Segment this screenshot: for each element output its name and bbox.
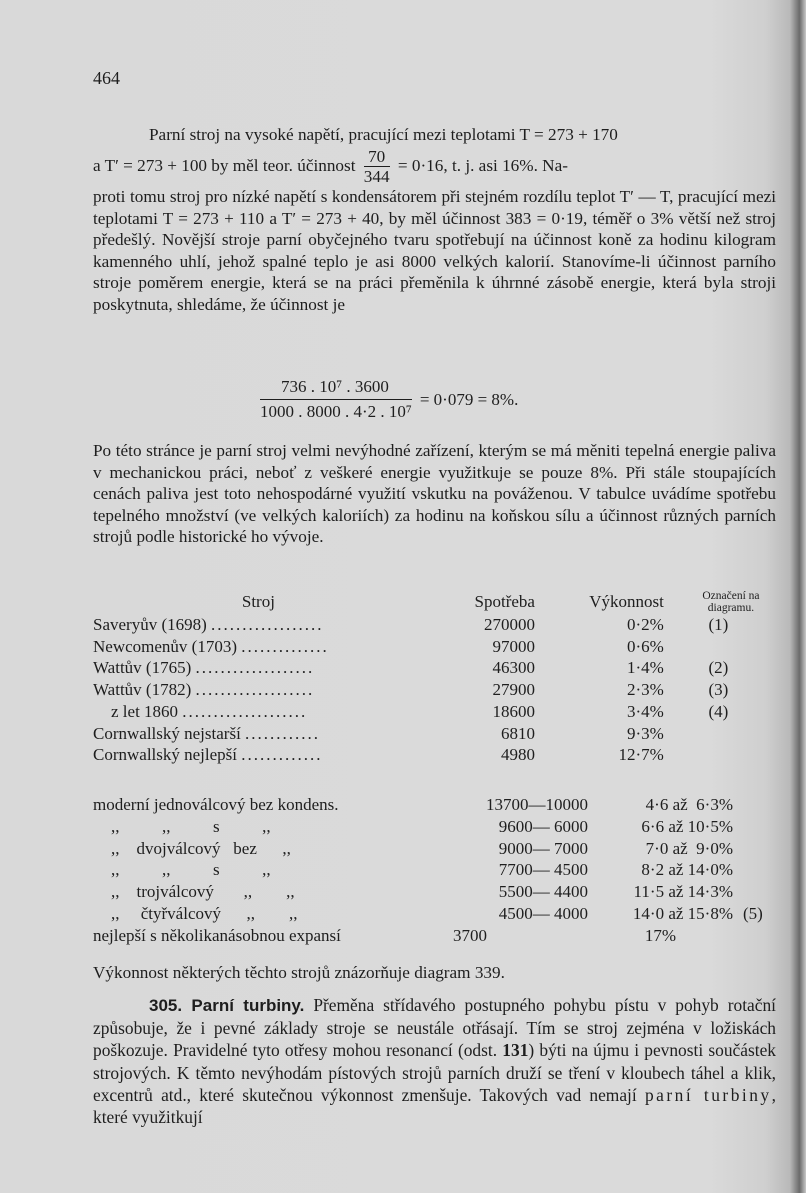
modern-machines-table — [93, 794, 793, 947]
cell-oznaceni: (3) — [708, 680, 729, 700]
cell-vykonnost: 1·4% — [627, 658, 664, 678]
fraction-numerator: 70 — [364, 147, 390, 167]
paragraph-line-1: Parní stroj na vysoké napětí, pracující mezi teplotami T = 273 + 170 — [149, 125, 618, 144]
cell-stroj: Saveryův (1698) .................. — [93, 615, 324, 634]
section-heading: 305. Parní turbiny. — [149, 996, 305, 1015]
table-row — [93, 614, 773, 636]
cell-spotreba: 97000 — [492, 636, 535, 656]
cell-name: ,, čtyřválcový ,, ,, — [111, 903, 298, 923]
header-stroj: Stroj — [241, 592, 275, 612]
cell-name: ,, dvojválcový bez ,, — [111, 838, 291, 858]
cell-spotreba: 270000 — [483, 615, 535, 634]
cell-oznaceni — [664, 636, 773, 658]
table-row — [93, 925, 793, 947]
table-row — [93, 701, 773, 723]
table-row — [93, 794, 793, 816]
cell-oznaceni — [664, 744, 773, 766]
cell-range: 13700—10000 — [486, 795, 588, 814]
table-row — [93, 816, 793, 838]
cell-oznaceni: (1) — [708, 615, 729, 634]
cell-range: 3700 — [453, 925, 487, 945]
cell-name: nejlepší s několikanásobnou expansí — [93, 925, 341, 945]
cell-stroj: Cornwallský nejstarší ............ — [93, 723, 321, 743]
cell-vykonnost: 9·3% — [627, 723, 664, 743]
paragraph-line-2 — [93, 146, 776, 187]
section-reference: 131 — [502, 1040, 529, 1061]
section-text-b: ) býti na újmu i pevnosti součástek strojových. K těmto nevýhodám pístových strojů parních druží se tření v kloubech táhel a klik, excentrů atd., které skutečnou výkonnost zmenšuje. Takových vad nemají — [93, 1040, 776, 1105]
cell-name: moderní jednoválcový bez kondens. — [93, 795, 339, 814]
paragraph-efficiency — [93, 124, 776, 315]
section-spaced-term: parní turbiny — [644, 1084, 772, 1105]
formula-numerator: 736 . 10⁷ . 3600 — [260, 377, 412, 400]
line2-text: a T′ = 273 + 100 by měl teor. účinnost — [93, 155, 356, 175]
cell-name: ,, ,, s ,, — [111, 860, 271, 880]
cell-spotreba: 46300 — [492, 658, 535, 678]
cell-range: 4500— 4000 — [498, 903, 588, 923]
cell-efficiency: 8·2 až 14·0% — [641, 860, 733, 880]
cell-spotreba: 4980 — [500, 745, 535, 765]
cell-vykonnost: 0·6% — [627, 636, 664, 656]
cell-efficiency: 7·0 až 9·0% — [645, 838, 733, 858]
section-text-a: Přeměna střídavého postupného pohybu pístu v pohyb rotační způsobuje, že i pevné základy stroje se neustále otřásají. Tím se stroj zejména v ložiskách poškozuje. Pravidelné tyto otřesy mohou resonancí (odst. — [93, 995, 776, 1061]
cell-stroj: Cornwallský nejlepší ............. — [93, 745, 323, 765]
cell-spotreba: 18600 — [492, 701, 535, 721]
paragraph-economy — [93, 440, 776, 548]
cell-efficiency: 11·5 až 14·3% — [633, 882, 733, 902]
cell-oznaceni — [733, 881, 793, 903]
cell-range: 9000— 7000 — [498, 838, 588, 858]
cell-oznaceni: (5) — [743, 903, 763, 923]
cell-stroj: Newcomenův (1703) .............. — [93, 636, 329, 656]
header-vykonnost: Výkonnost — [589, 592, 664, 612]
cell-vykonnost: 12·7% — [618, 745, 664, 765]
line2-result: = 0·16, t. j. asi 16%. Na- — [397, 155, 568, 175]
cell-oznaceni — [733, 816, 793, 838]
table-row — [93, 657, 773, 679]
cell-stroj: Wattův (1765) ................... — [93, 658, 315, 678]
table-row — [93, 881, 793, 903]
formula-fraction — [260, 377, 412, 423]
efficiency-formula — [260, 377, 518, 423]
fraction-denominator: 344 — [363, 167, 390, 187]
section-steam-turbines — [93, 994, 776, 1128]
cell-oznaceni — [733, 925, 793, 947]
table-row — [93, 723, 773, 745]
formula-result: = 0·079 = 8%. — [419, 390, 519, 409]
page-number: 464 — [93, 68, 120, 88]
table-row — [93, 744, 773, 766]
cell-oznaceni: (2) — [708, 658, 729, 678]
table-row — [93, 838, 793, 860]
cell-spotreba: 6810 — [500, 723, 535, 743]
header-spotreba: Spotřeba — [474, 592, 535, 612]
cell-efficiency: 6·6 až 10·5% — [641, 816, 733, 836]
cell-vykonnost: 2·3% — [627, 680, 664, 700]
formula-denominator: 1000 . 8000 . 4·2 . 10⁷ — [260, 402, 412, 421]
header-oznaceni: Označení na diagramu. — [702, 590, 760, 614]
cell-range: 9600— 6000 — [498, 816, 588, 836]
cell-oznaceni — [733, 794, 793, 816]
cell-name: ,, trojválcový ,, ,, — [111, 882, 295, 902]
cell-oznaceni — [664, 723, 773, 745]
table-row — [93, 679, 773, 701]
table-row — [93, 903, 793, 925]
section-text-c: , které využitkují — [93, 1084, 776, 1128]
cell-efficiency: 4·6 až 6·3% — [645, 795, 733, 814]
paragraph-economy-text: Po této stránce je parní stroj velmi nevýhodné zařízení, kterým se má měniti tepelná energie paliva v mechanickou práci, neboť z veškeré energie využitkuje se pouze 8%. Při stále stoupajících cenách paliva jest toto nehospodárné využití vskutku na pováženou. V tabulce uvádíme spotřebu tepelného množství (ve velkých kaloriích) za hodinu na koňskou sílu a účinnost různých parních strojů podle historické ho vývoje. — [93, 441, 776, 546]
historical-machines-table — [93, 590, 773, 766]
cell-oznaceni — [733, 838, 793, 860]
diagram-reference: Výkonnost některých těchto strojů znázorňuje diagram 339. — [93, 963, 505, 982]
cell-efficiency: 14·0 až 15·8% — [632, 903, 733, 923]
cell-stroj: z let 1860 .................... — [111, 701, 308, 721]
cell-range: 5500— 4400 — [498, 882, 588, 902]
paragraph-body: proti tomu stroj pro nízké napětí s kondensátorem při stejném rozdílu teplot T′ — T, pracující mezi teplotami T = 273 + 110 a T′ = 273 + 40, by měl účinnost 383 = 0·19, téměř o 3% větší než stroj předešlý. Novější stroje parní obyčejného tvaru spotřebují na účinnost koně za hodinu kilogram kamenného uhlí, jehož spalné teplo je asi 8000 velkých kalorií. Stanovíme-li účinnost parního stroje poměrem energie, která se na práci přeměnila k úhrnné zásobě energie, která byla stroji poskytnuta, shledáme, že účinnost je — [93, 187, 776, 314]
inline-fraction — [364, 147, 390, 186]
cell-vykonnost: 0·2% — [627, 615, 664, 634]
cell-spotreba: 27900 — [492, 680, 535, 700]
cell-efficiency: 17% — [644, 925, 677, 945]
cell-vykonnost: 3·4% — [627, 701, 664, 721]
table-row — [93, 636, 773, 658]
section-paragraph — [93, 994, 776, 1128]
cell-range: 7700— 4500 — [498, 860, 588, 880]
cell-stroj: Wattův (1782) ................... — [93, 680, 315, 700]
cell-oznaceni: (4) — [708, 701, 729, 721]
cell-name: ,, ,, s ,, — [111, 816, 271, 836]
table-header-row — [93, 590, 773, 614]
table-row — [93, 859, 793, 881]
cell-oznaceni — [733, 859, 793, 881]
